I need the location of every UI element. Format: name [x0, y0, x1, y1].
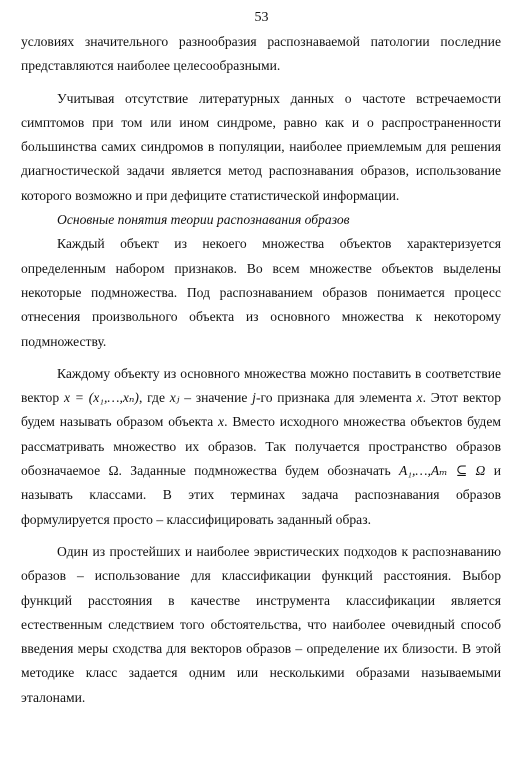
formula-x-object: x [218, 414, 225, 430]
formula-xj: xⱼ [169, 390, 180, 406]
text-run: . Этот вектор будем называть образом объекта [21, 390, 501, 430]
text-run: – значение [179, 390, 253, 406]
page-number: 53 [254, 10, 269, 25]
paragraph-continuation: условиях значительного разнообразия распознаваемой патологии последние представляются наиболее целесообразными. [21, 34, 501, 74]
text-run: и называть классами. В этих терминах задача распознавания образов формулируется просто – классифицировать заданный образ. [21, 463, 501, 527]
formula-x: x [416, 390, 423, 406]
formula-vector: x = (x₁,…,xₙ) [63, 390, 139, 406]
section-heading: Основные понятия теории распознавания образов [57, 212, 350, 228]
text-run: -го признака для элемента [255, 390, 417, 406]
text-run: . Вместо исходного множества объектов будем рассматривать множество их образов. Так получается пространство образов обозначаемое Ω. Заданные подмножества будем обозначать [21, 414, 501, 479]
paragraph-literature: Учитывая отсутствие литературных данных о частоте встречаемости симптомов при том или ином синдроме, равно как и о распространенности большинства самих синдромов в популяции, наиболее приемлемым для решения диагностической задачи является метод распознавания образов, использование которого возможно и при дефиците статистической информации. [21, 90, 501, 203]
paragraph-vector [21, 362, 501, 532]
text-run: Каждому объекту из основного множества можно поставить в соответствие вектор [21, 365, 501, 406]
formula-j: j [252, 390, 256, 406]
page-body [21, 30, 501, 710]
paragraph-distance: Один из простейших и наиболее эвристических подходов к распознаванию образов – использование для классификации функций расстояния. Выбор функций расстояния в качестве инструмента классификации является естественным следствием того обстоятельства, что наиболее очевидный способ введения меры сходства для векторов образов – определение их близости. В этой методике класс задается одним или несколькими образами называемыми эталонами. [21, 543, 501, 705]
paragraph-objects: Каждый объект из некоего множества объектов характеризуется определенным набором признаков. Во всем множестве объектов выделены некоторые подмножества. Под распознаванием образов понимается процесс отнесения произвольного объекта из основного множества к некоторому подмножеству. [21, 236, 501, 349]
formula-classes: A₁,…,Aₘ ⊆ Ω [398, 463, 486, 479]
text-run: , где [138, 390, 170, 406]
